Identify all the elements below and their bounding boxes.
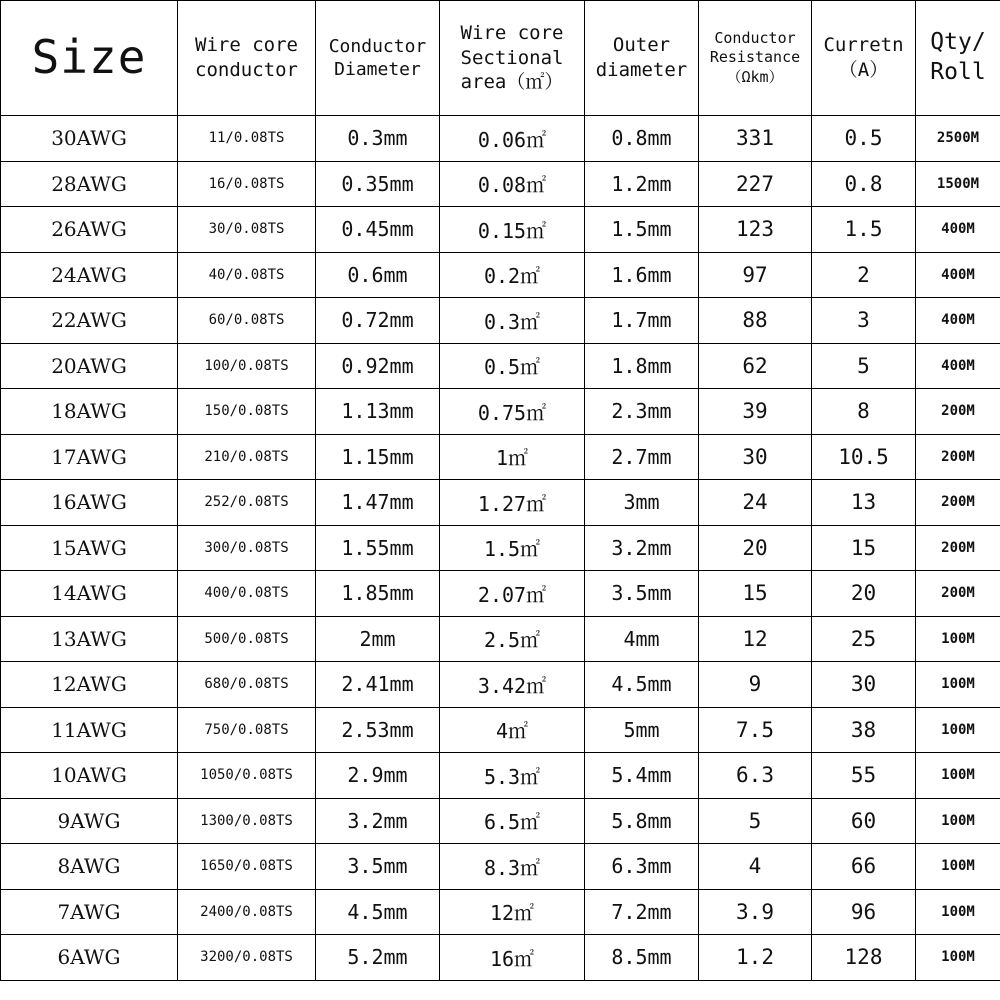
cell-outer-diameter: 3.5mm xyxy=(585,571,699,617)
cell-sectional-area: 6.5㎡ xyxy=(440,798,585,844)
cell-conductor-diameter: 5.2mm xyxy=(316,935,440,981)
cell-current: 10.5 xyxy=(812,434,916,480)
header-row xyxy=(1,1,1000,116)
cell-sectional-area: 3.42㎡ xyxy=(440,662,585,708)
cell-qty-roll: 200M xyxy=(916,389,1000,435)
cell-outer-diameter: 2.7mm xyxy=(585,434,699,480)
cell-resistance: 3.9 xyxy=(699,889,812,935)
cell-qty-roll: 100M xyxy=(916,662,1000,708)
cell-current: 5 xyxy=(812,343,916,389)
table-row xyxy=(1,343,1000,389)
header-size-label: Size xyxy=(31,30,147,85)
cell-size: 18AWG xyxy=(1,389,178,435)
table-row xyxy=(1,889,1000,935)
cell-qty-roll: 1500M xyxy=(916,161,1000,207)
cell-conductor-diameter: 2.9mm xyxy=(316,753,440,799)
table-row xyxy=(1,525,1000,571)
cell-qty-roll: 100M xyxy=(916,844,1000,890)
table-body xyxy=(1,116,1000,981)
cell-outer-diameter: 5.4mm xyxy=(585,753,699,799)
cell-outer-diameter: 1.8mm xyxy=(585,343,699,389)
cell-current: 96 xyxy=(812,889,916,935)
cell-size: 28AWG xyxy=(1,161,178,207)
cell-qty-roll: 100M xyxy=(916,707,1000,753)
cell-current: 1.5 xyxy=(812,207,916,253)
cell-resistance: 15 xyxy=(699,571,812,617)
header-wire-core-conductor xyxy=(178,1,316,116)
cell-outer-diameter: 1.5mm xyxy=(585,207,699,253)
cell-size: 9AWG xyxy=(1,798,178,844)
cell-wire-core: 300/0.08TS xyxy=(178,525,316,571)
cell-wire-core: 252/0.08TS xyxy=(178,480,316,526)
cell-sectional-area: 0.08㎡ xyxy=(440,161,585,207)
header-resistance xyxy=(699,1,812,116)
cell-wire-core: 100/0.08TS xyxy=(178,343,316,389)
cell-sectional-area: 16㎡ xyxy=(440,935,585,981)
cell-outer-diameter: 5mm xyxy=(585,707,699,753)
cell-resistance: 5 xyxy=(699,798,812,844)
cell-conductor-diameter: 1.15mm xyxy=(316,434,440,480)
cell-resistance: 97 xyxy=(699,252,812,298)
cell-current: 2 xyxy=(812,252,916,298)
cell-size: 8AWG xyxy=(1,844,178,890)
cell-qty-roll: 100M xyxy=(916,889,1000,935)
cell-qty-roll: 100M xyxy=(916,753,1000,799)
table-row xyxy=(1,707,1000,753)
cell-conductor-diameter: 1.13mm xyxy=(316,389,440,435)
header-label-line: Conductor xyxy=(328,35,427,57)
cell-size: 11AWG xyxy=(1,707,178,753)
cell-resistance: 4 xyxy=(699,844,812,890)
cell-size: 30AWG xyxy=(1,116,178,162)
cell-outer-diameter: 1.6mm xyxy=(585,252,699,298)
cell-wire-core: 1050/0.08TS xyxy=(178,753,316,799)
cell-size: 7AWG xyxy=(1,889,178,935)
header-current xyxy=(812,1,916,116)
cell-current: 38 xyxy=(812,707,916,753)
cell-qty-roll: 100M xyxy=(916,798,1000,844)
cell-current: 25 xyxy=(812,616,916,662)
cell-outer-diameter: 5.8mm xyxy=(585,798,699,844)
header-label-line: Curretn xyxy=(823,34,904,57)
cell-size: 14AWG xyxy=(1,571,178,617)
cell-current: 15 xyxy=(812,525,916,571)
table-row xyxy=(1,753,1000,799)
table-row xyxy=(1,252,1000,298)
cell-sectional-area: 2.5㎡ xyxy=(440,616,585,662)
cell-qty-roll: 400M xyxy=(916,207,1000,253)
cell-size: 10AWG xyxy=(1,753,178,799)
header-label-line: area（㎡） xyxy=(460,71,564,94)
table-row xyxy=(1,616,1000,662)
cell-resistance: 9 xyxy=(699,662,812,708)
table-row xyxy=(1,389,1000,435)
cell-outer-diameter: 4mm xyxy=(585,616,699,662)
cell-wire-core: 500/0.08TS xyxy=(178,616,316,662)
cell-wire-core: 400/0.08TS xyxy=(178,571,316,617)
cell-conductor-diameter: 0.35mm xyxy=(316,161,440,207)
cell-conductor-diameter: 2.41mm xyxy=(316,662,440,708)
cell-current: 20 xyxy=(812,571,916,617)
cell-wire-core: 1300/0.08TS xyxy=(178,798,316,844)
cell-size: 17AWG xyxy=(1,434,178,480)
table-row xyxy=(1,116,1000,162)
cell-size: 26AWG xyxy=(1,207,178,253)
cell-wire-core: 40/0.08TS xyxy=(178,252,316,298)
header-label-line: Resistance xyxy=(709,48,801,67)
cell-conductor-diameter: 2.53mm xyxy=(316,707,440,753)
cell-sectional-area: 5.3㎡ xyxy=(440,753,585,799)
cell-sectional-area: 2.07㎡ xyxy=(440,571,585,617)
table-row xyxy=(1,434,1000,480)
cell-resistance: 24 xyxy=(699,480,812,526)
header-label-line: Wire core xyxy=(460,21,564,44)
cell-qty-roll: 200M xyxy=(916,480,1000,526)
cell-resistance: 6.3 xyxy=(699,753,812,799)
cell-size: 16AWG xyxy=(1,480,178,526)
cell-qty-roll: 400M xyxy=(916,252,1000,298)
header-size xyxy=(1,1,178,116)
cell-sectional-area: 0.06㎡ xyxy=(440,116,585,162)
cell-outer-diameter: 2.3mm xyxy=(585,389,699,435)
table-row xyxy=(1,161,1000,207)
cell-qty-roll: 200M xyxy=(916,571,1000,617)
cell-conductor-diameter: 0.92mm xyxy=(316,343,440,389)
cell-size: 13AWG xyxy=(1,616,178,662)
cell-outer-diameter: 1.2mm xyxy=(585,161,699,207)
cell-conductor-diameter: 3.5mm xyxy=(316,844,440,890)
cell-wire-core: 11/0.08TS xyxy=(178,116,316,162)
table-row xyxy=(1,207,1000,253)
cell-qty-roll: 2500M xyxy=(916,116,1000,162)
cell-current: 55 xyxy=(812,753,916,799)
table-row xyxy=(1,571,1000,617)
header-label-line: Sectional xyxy=(460,46,564,69)
cell-resistance: 7.5 xyxy=(699,707,812,753)
header-label-line: conductor xyxy=(195,59,298,81)
cell-size: 12AWG xyxy=(1,662,178,708)
table-row xyxy=(1,935,1000,981)
cell-conductor-diameter: 0.3mm xyxy=(316,116,440,162)
header-label-line: Conductor xyxy=(714,28,796,47)
cell-conductor-diameter: 0.6mm xyxy=(316,252,440,298)
cell-qty-roll: 200M xyxy=(916,434,1000,480)
header-label-line: Outer xyxy=(612,34,671,57)
cell-size: 20AWG xyxy=(1,343,178,389)
cell-conductor-diameter: 4.5mm xyxy=(316,889,440,935)
cell-size: 6AWG xyxy=(1,935,178,981)
cell-resistance: 123 xyxy=(699,207,812,253)
table-row xyxy=(1,798,1000,844)
cell-resistance: 30 xyxy=(699,434,812,480)
header-label-line: Qty/ xyxy=(930,29,986,56)
cell-wire-core: 3200/0.08TS xyxy=(178,935,316,981)
cell-sectional-area: 0.5㎡ xyxy=(440,343,585,389)
cell-sectional-area: 1.5㎡ xyxy=(440,525,585,571)
cell-sectional-area: 0.15㎡ xyxy=(440,207,585,253)
cell-sectional-area: 0.2㎡ xyxy=(440,252,585,298)
cell-size: 15AWG xyxy=(1,525,178,571)
cell-resistance: 62 xyxy=(699,343,812,389)
cell-qty-roll: 400M xyxy=(916,343,1000,389)
cell-sectional-area: 8.3㎡ xyxy=(440,844,585,890)
cell-wire-core: 60/0.08TS xyxy=(178,298,316,344)
cell-current: 8 xyxy=(812,389,916,435)
cell-wire-core: 680/0.08TS xyxy=(178,662,316,708)
cell-outer-diameter: 0.8mm xyxy=(585,116,699,162)
header-qty-roll xyxy=(916,1,1000,116)
cell-wire-core: 210/0.08TS xyxy=(178,434,316,480)
cell-conductor-diameter: 1.85mm xyxy=(316,571,440,617)
cell-current: 13 xyxy=(812,480,916,526)
cell-wire-core: 750/0.08TS xyxy=(178,707,316,753)
table-row xyxy=(1,662,1000,708)
header-conductor-diameter xyxy=(316,1,440,116)
cell-sectional-area: 12㎡ xyxy=(440,889,585,935)
cell-wire-core: 2400/0.08TS xyxy=(178,889,316,935)
table-row xyxy=(1,480,1000,526)
cell-resistance: 88 xyxy=(699,298,812,344)
cell-qty-roll: 100M xyxy=(916,616,1000,662)
cell-outer-diameter: 7.2mm xyxy=(585,889,699,935)
header-label-line: Wire core xyxy=(195,34,298,57)
cell-outer-diameter: 3.2mm xyxy=(585,525,699,571)
cell-outer-diameter: 8.5mm xyxy=(585,935,699,981)
cell-wire-core: 16/0.08TS xyxy=(178,161,316,207)
header-sectional-area xyxy=(440,1,585,116)
cell-outer-diameter: 3mm xyxy=(585,480,699,526)
cell-conductor-diameter: 3.2mm xyxy=(316,798,440,844)
table-row xyxy=(1,844,1000,890)
cell-qty-roll: 400M xyxy=(916,298,1000,344)
cell-sectional-area: 1㎡ xyxy=(440,434,585,480)
cell-resistance: 12 xyxy=(699,616,812,662)
cell-sectional-area: 4㎡ xyxy=(440,707,585,753)
cell-size: 22AWG xyxy=(1,298,178,344)
cell-conductor-diameter: 2mm xyxy=(316,616,440,662)
header-outer-diameter xyxy=(585,1,699,116)
cell-qty-roll: 100M xyxy=(916,935,1000,981)
cell-resistance: 331 xyxy=(699,116,812,162)
cell-conductor-diameter: 1.47mm xyxy=(316,480,440,526)
cell-resistance: 227 xyxy=(699,161,812,207)
cell-conductor-diameter: 1.55mm xyxy=(316,525,440,571)
cell-current: 0.5 xyxy=(812,116,916,162)
cell-wire-core: 1650/0.08TS xyxy=(178,844,316,890)
header-label-line: （Ωkm） xyxy=(726,67,784,86)
cell-outer-diameter: 1.7mm xyxy=(585,298,699,344)
cell-current: 30 xyxy=(812,662,916,708)
cell-resistance: 1.2 xyxy=(699,935,812,981)
table-row xyxy=(1,298,1000,344)
cell-resistance: 20 xyxy=(699,525,812,571)
cell-sectional-area: 0.3㎡ xyxy=(440,298,585,344)
cell-outer-diameter: 6.3mm xyxy=(585,844,699,890)
cell-qty-roll: 200M xyxy=(916,525,1000,571)
cell-size: 24AWG xyxy=(1,252,178,298)
cell-conductor-diameter: 0.45mm xyxy=(316,207,440,253)
cell-wire-core: 30/0.08TS xyxy=(178,207,316,253)
cell-current: 60 xyxy=(812,798,916,844)
header-label-line: （A） xyxy=(838,59,889,81)
cell-sectional-area: 1.27㎡ xyxy=(440,480,585,526)
cell-conductor-diameter: 0.72mm xyxy=(316,298,440,344)
cell-current: 128 xyxy=(812,935,916,981)
cell-current: 0.8 xyxy=(812,161,916,207)
header-label-line: Diameter xyxy=(334,59,421,80)
cell-current: 66 xyxy=(812,844,916,890)
cell-outer-diameter: 4.5mm xyxy=(585,662,699,708)
cell-resistance: 39 xyxy=(699,389,812,435)
header-label-line: Roll xyxy=(930,59,986,85)
cell-current: 3 xyxy=(812,298,916,344)
cell-sectional-area: 0.75㎡ xyxy=(440,389,585,435)
header-label-line: diameter xyxy=(595,59,688,81)
cell-wire-core: 150/0.08TS xyxy=(178,389,316,435)
